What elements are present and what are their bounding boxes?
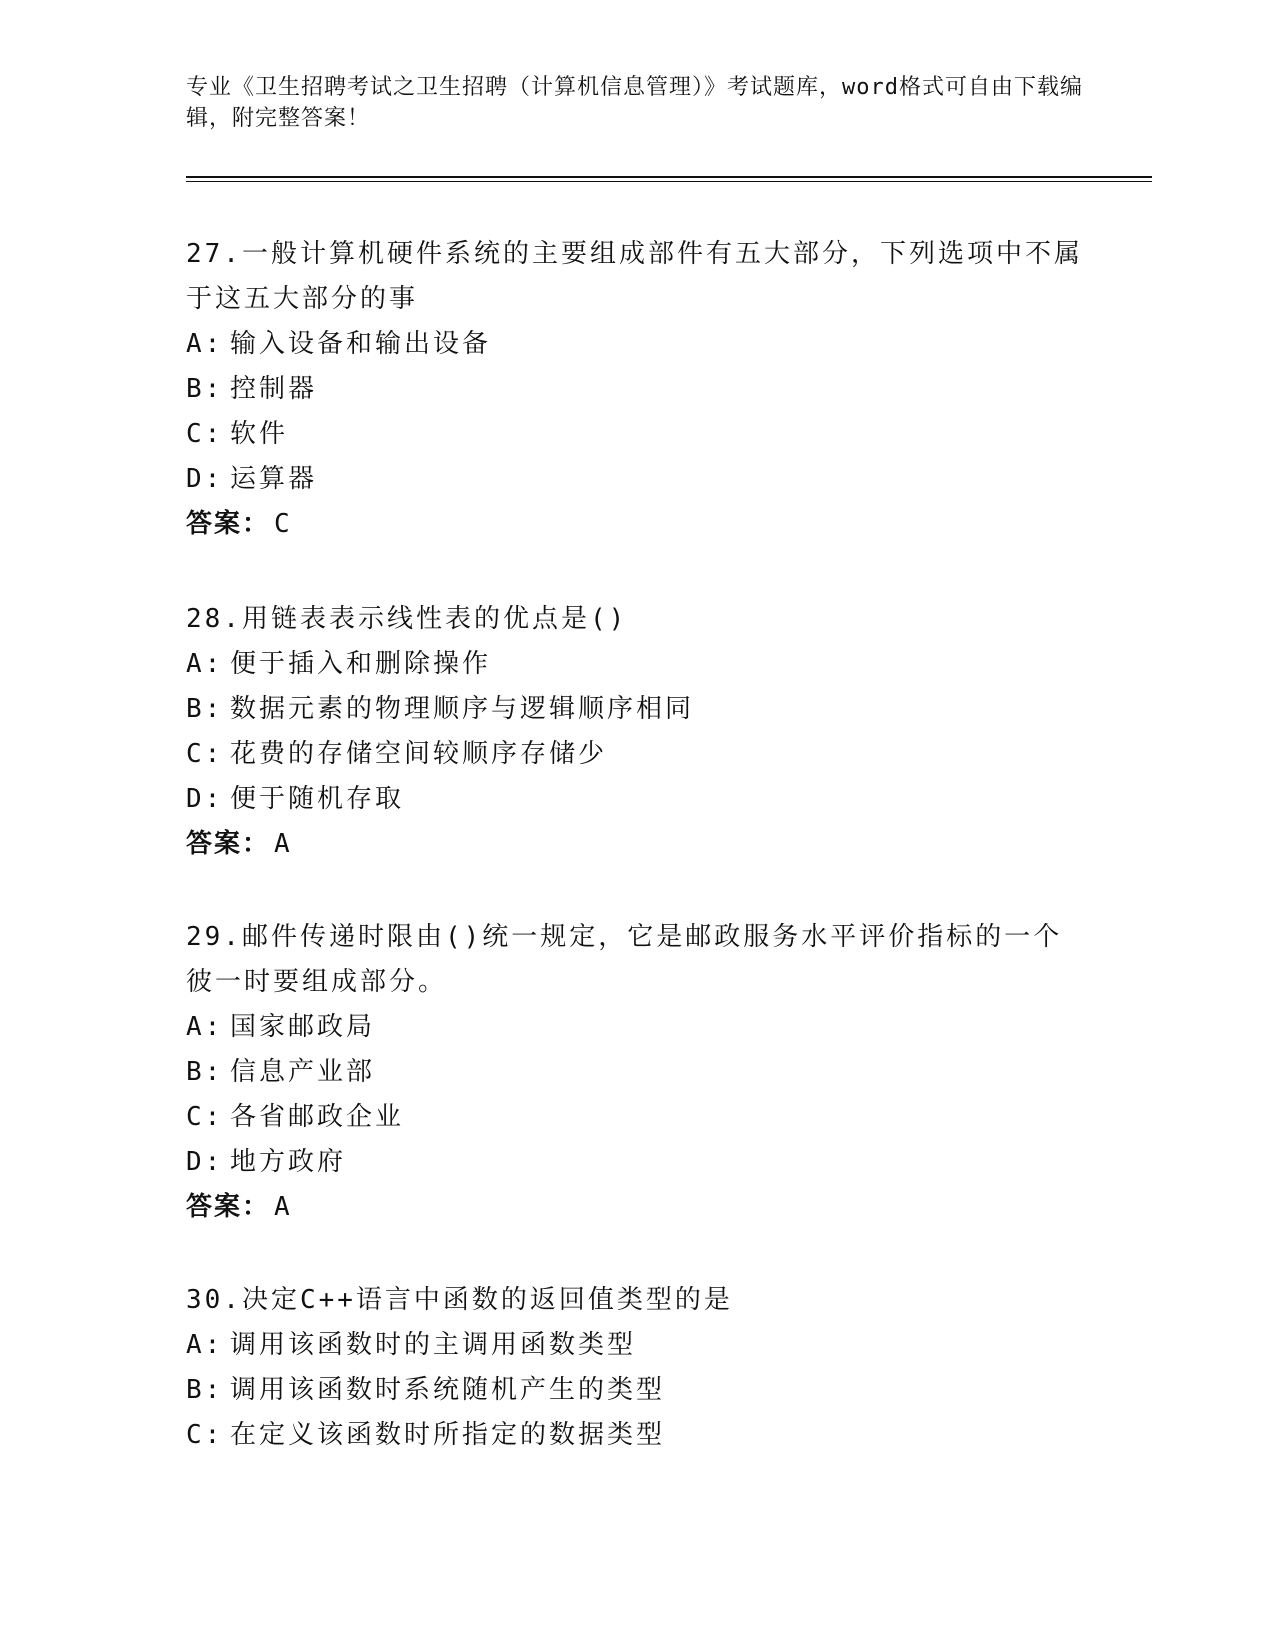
option-b <box>186 687 1086 732</box>
answer-value: C <box>274 509 292 539</box>
option-text: 调用该函数时的主调用函数类型 <box>230 1330 637 1360</box>
option-letter: A: <box>186 1012 224 1042</box>
answer-line <box>186 502 1086 547</box>
answer-line <box>186 1185 1086 1230</box>
option-text: 调用该函数时系统随机产生的类型 <box>230 1375 666 1405</box>
option-a <box>186 1323 1086 1368</box>
option-b <box>186 1050 1086 1095</box>
question-28 <box>186 597 1086 867</box>
answer-label: 答案： <box>186 1192 271 1222</box>
option-text: 地方政府 <box>230 1147 347 1177</box>
option-text: 运算器 <box>230 464 318 494</box>
option-b <box>186 1368 1086 1413</box>
question-stem: 29.邮件传递时限由()统一规定，它是邮政服务水平评价指标的一个彼一时要组成部分。 <box>186 922 1063 997</box>
question-30 <box>186 1278 1086 1458</box>
option-a <box>186 642 1086 687</box>
question-stem: 30.决定C++语言中函数的返回值类型的是 <box>186 1285 733 1315</box>
option-text: 输入设备和输出设备 <box>230 329 492 359</box>
option-letter: A: <box>186 649 224 679</box>
option-text: 控制器 <box>230 374 318 404</box>
answer-value: A <box>274 829 292 859</box>
option-text: 便于随机存取 <box>230 784 405 814</box>
option-letter: B: <box>186 374 224 404</box>
document-intro: 专业《卫生招聘考试之卫生招聘（计算机信息管理）》考试题库，word格式可自由下载编辑，附完整答案！ <box>186 75 1083 131</box>
option-letter: D: <box>186 464 224 494</box>
answer-label: 答案： <box>186 829 271 859</box>
option-d <box>186 1140 1086 1185</box>
option-text: 在定义该函数时所指定的数据类型 <box>230 1420 666 1450</box>
question-stem: 27.一般计算机硬件系统的主要组成部件有五大部分，下列选项中不属于这五大部分的事 <box>186 239 1083 314</box>
option-text: 花费的存储空间较顺序存储少 <box>230 739 608 769</box>
option-letter: C: <box>186 739 224 769</box>
question-stem: 28.用链表表示线性表的优点是() <box>186 604 628 634</box>
option-letter: D: <box>186 1147 224 1177</box>
header-divider-thick <box>186 176 1152 178</box>
option-c <box>186 732 1086 777</box>
option-a <box>186 322 1086 367</box>
option-text: 软件 <box>230 419 289 449</box>
answer-line <box>186 822 1086 867</box>
option-text: 便于插入和删除操作 <box>230 649 492 679</box>
option-c <box>186 1095 1086 1140</box>
option-d <box>186 457 1086 502</box>
question-27 <box>186 232 1086 547</box>
answer-label: 答案： <box>186 509 271 539</box>
option-text: 数据元素的物理顺序与逻辑顺序相同 <box>230 694 695 724</box>
option-b <box>186 367 1086 412</box>
header-divider-thin <box>186 181 1152 182</box>
option-letter: C: <box>186 419 224 449</box>
option-letter: A: <box>186 1330 224 1360</box>
answer-value: A <box>274 1192 292 1222</box>
option-text: 国家邮政局 <box>230 1012 376 1042</box>
option-letter: A: <box>186 329 224 359</box>
option-c <box>186 412 1086 457</box>
option-letter: D: <box>186 784 224 814</box>
option-a <box>186 1005 1086 1050</box>
option-letter: B: <box>186 694 224 724</box>
option-letter: C: <box>186 1420 224 1450</box>
option-text: 信息产业部 <box>230 1057 376 1087</box>
option-letter: C: <box>186 1102 224 1132</box>
option-d <box>186 777 1086 822</box>
option-letter: B: <box>186 1057 224 1087</box>
option-text: 各省邮政企业 <box>230 1102 405 1132</box>
question-29 <box>186 915 1086 1230</box>
option-c <box>186 1413 1086 1458</box>
option-letter: B: <box>186 1375 224 1405</box>
